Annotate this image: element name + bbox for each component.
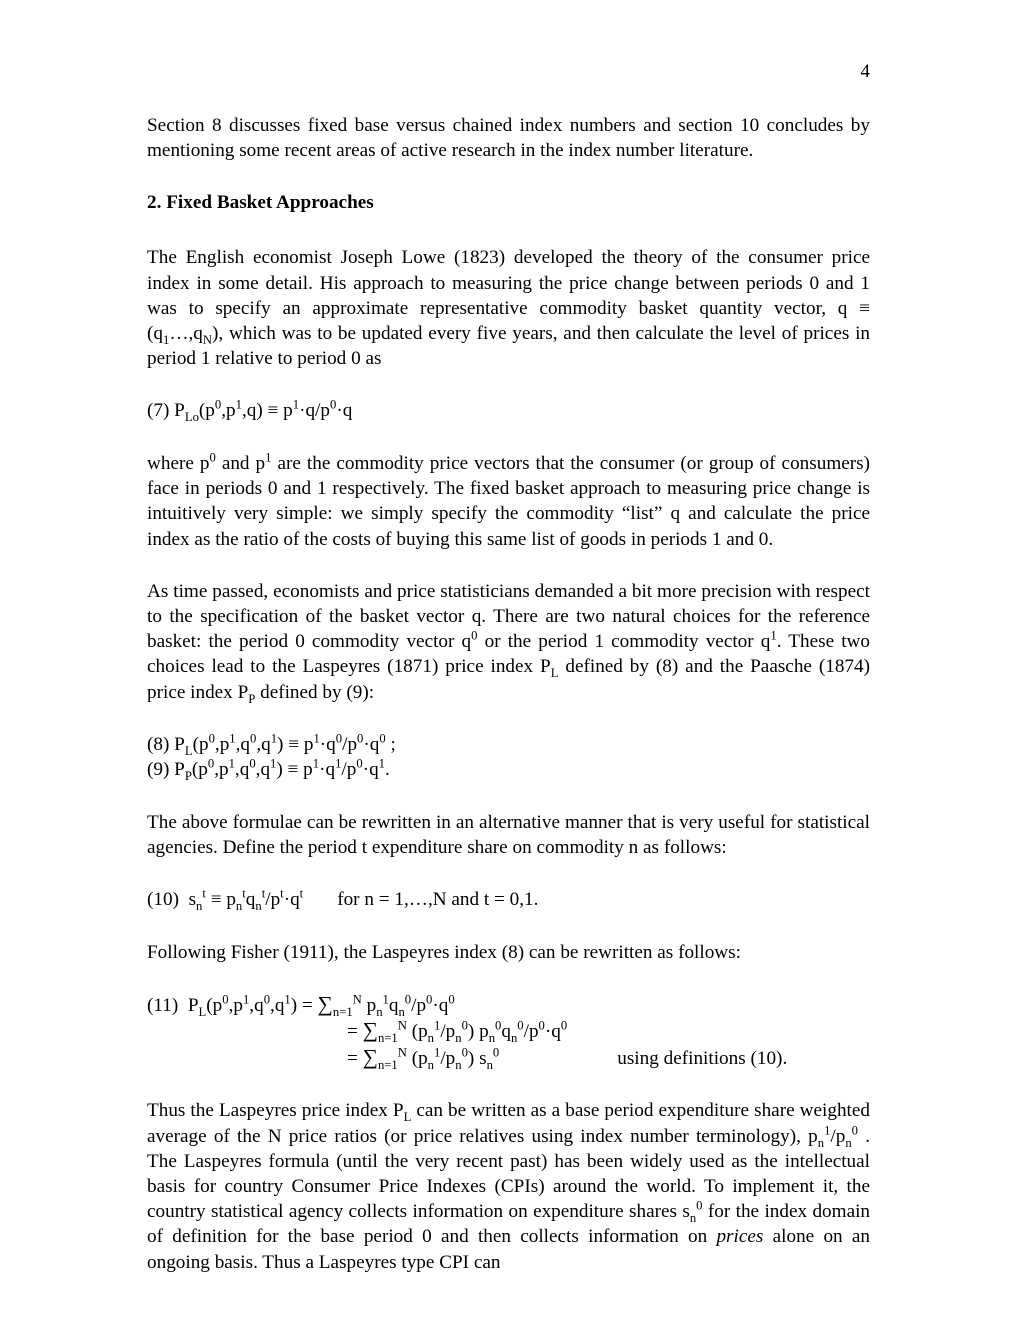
- equation-11-line-1: (11) $P_L(p^0,p^1,q^0,q^1) = \sum_{n=1}^N$ $p_n^1q_n^0/p^0\cdot q^0$: [147, 991, 455, 1019]
- spacer: [147, 215, 870, 245]
- equation-7-number: (7): [147, 400, 170, 422]
- equation-7-line: (7) $P_{Lo}(p^0,p^1,q) \equiv p^1\cdot q/p^0\cdot q$: [147, 398, 353, 425]
- equation-8-9-group: [147, 732, 870, 783]
- section-heading-fixed-basket: 2. Fixed Basket Approaches: [147, 192, 374, 214]
- thus-laspeyres-a: Thus the Laspeyres price index P: [147, 1100, 404, 1122]
- as-time-passed-b: or the period 1 commodity vector q: [484, 631, 771, 653]
- thus-laspeyres-c: . The Laspeyres formula (until the very recent past) has been widely used as the intellectual basis for country Consumer Price Indexes (CPIs) around the world. To implement it, the country statistical agency collects information on expenditure shares s: [147, 1125, 870, 1223]
- as-time-passed-a: As time passed, economists and price statisticians demanded a bit more precision with respect to the specification of the basket vector q. There are two natural choices for the reference basket: the period 0 commodity vector q: [147, 580, 870, 653]
- paragraph-as-time-passed: As time passed, economists and price statisticians demanded a bit more precision with respect to the specification of the basket vector q. There are two natural choices for the reference basket: the period 0 commodity vector $q^0$ or the period 1 commodity vector $q^1$. These two choices lead to the Laspeyres (1871) price index $P_L$ defined by (8) and the Paasche (1874) price index $P_P$ defined by (9):: [147, 580, 871, 706]
- as-time-passed-d: defined by (8) and the Paasche (1874) price index P: [147, 656, 870, 703]
- spacer: [147, 1071, 870, 1098]
- where-p-text: are the commodity price vectors that the consumer (or group of consumers) face in periods 0 and 1 respectively. The fixed basket approach to measuring price change is intuitively very simple: we simply specify the commodity “list” q and calculate the price index as the ratio of the costs of buying this same list of goods in periods 1 and 0.: [147, 452, 870, 550]
- spacer: [147, 552, 870, 579]
- paragraph-where-p: where $p^0$ and $p^1$ are the commodity price vectors that the consumer (or group of consumers) face in periods 0 and 1 respectively. The fixed basket approach to measuring price change is intuitively very simple: we simply specify the commodity “list” q and calculate the price index as the ratio of the costs of buying this same list of goods in periods 1 and 0.: [147, 450, 870, 550]
- page-number: 4: [860, 61, 870, 82]
- subscript-Lo: Lo: [184, 410, 199, 425]
- subscript-1: 1: [162, 332, 170, 347]
- spacer: [147, 705, 870, 732]
- lowe-intro-text-b: ), which was to be updated every five years, and then calculate the level of prices in period 1 relative to period 0 as: [147, 323, 870, 370]
- spacer: [147, 163, 870, 190]
- as-time-passed-c: . These two choices lead to the Laspeyres (1871) price index P: [147, 631, 871, 678]
- subscript-N: N: [202, 332, 213, 347]
- equation-7: [147, 398, 870, 424]
- sigma-icon: ∑: [317, 991, 333, 1016]
- equation-9: (9) $P_P(p^0,p^1,q^0,q^1) \equiv p^1\cdot q^1/p^0\cdot q^1$.: [147, 756, 390, 784]
- lowe-intro-text-a: The English economist Joseph Lowe (1823) developed the theory of the consumer price index in some detail. His approach to measuring the price change between periods 0 and 1 was to specify an approximate representative commodity basket quantity vector, q ≡: [147, 247, 870, 319]
- sigma-icon: ∑: [362, 1018, 378, 1043]
- thus-laspeyres-b: can be written as a base period expenditure share weighted average of the N price ratios (or price relatives using index number terminology), p: [147, 1100, 870, 1147]
- paragraph-above-formulae: The above formulae can be rewritten in an alternative manner that is very useful for statistical agencies. Define the period t expenditure share on commodity n as follows:: [147, 811, 870, 858]
- equation-8: (8) $P_L(p^0,p^1,q^0,q^1) \equiv p^1\cdot q^0/p^0\cdot q^0$ ;: [147, 731, 396, 758]
- equation-11-note: using definitions (10).: [617, 1047, 788, 1069]
- thus-laspeyres-f: alone on an ongoing basis. Thus a Laspeyres type CPI can: [147, 1226, 871, 1273]
- equation-9-number: (9): [147, 759, 170, 781]
- spacer: [147, 965, 870, 992]
- paragraph-following-fisher: Following Fisher (1911), the Laspeyres index (8) can be rewritten as follows:: [147, 941, 741, 963]
- spacer: [147, 913, 870, 940]
- equation-10-number: (10): [147, 889, 179, 911]
- equation-10: [147, 887, 870, 913]
- q-vector-notation: ($q_1\dots,q_N$: [147, 323, 213, 347]
- thus-laspeyres-d: for the index domain of definition for the base period 0 and then collects information on: [147, 1201, 871, 1248]
- equation-10-line: (10) $s_n^t \equiv p_n^tq_n^t/p^t\cdot q^t$ for n = 1,…,N and t = 0,1.: [147, 886, 539, 913]
- page-content: [147, 113, 870, 1275]
- equation-11: [147, 992, 870, 1072]
- spacer: [147, 783, 870, 810]
- spacer: [147, 424, 870, 451]
- spacer: [147, 860, 870, 887]
- paragraph-lowe-intro: [147, 245, 870, 371]
- equation-11-number: (11): [147, 994, 179, 1016]
- paragraph-intro: Section 8 discusses fixed base versus chained index numbers and section 10 concludes by mentioning some recent areas of active research in the index number literature.: [147, 115, 870, 162]
- emphasis-prices: prices: [716, 1226, 764, 1248]
- equation-8-number: (8): [147, 733, 170, 755]
- spacer: [147, 371, 870, 398]
- paragraph-thus-laspeyres: Thus the Laspeyres price index $P_L$ can be written as a base period expenditure share weighted average of the N price ratios (or price relatives using index number terminology), $p_n^1/p_n^0$ . The Laspeyres formula (until the very recent past) has been widely used as the intellectual basis for country Consumer Price Indexes (CPIs) around the world. To implement it, the country statistical agency collects information on expenditure shares $s_n^0$ for the index domain of definition for the base period 0 and then collects information on prices alone on an ongoing basis. Thus a Laspeyres type CPI can: [147, 1100, 871, 1273]
- equation-11-line-3: = $\sum_{n=1}^N$ $(p_n^1/p_n^0)$ $s_n^0$ using definitions (10).: [347, 1044, 788, 1072]
- equation-11-line-2: = $\sum_{n=1}^N$ $(p_n^1/p_n^0)$ $p_n^0q_n^0/p^0\cdot q^0$: [347, 1018, 568, 1046]
- sigma-icon: ∑: [362, 1044, 378, 1069]
- equation-10-condition: for n = 1,…,N and t = 0,1.: [337, 889, 539, 911]
- as-time-passed-e: defined by (9):: [260, 681, 375, 703]
